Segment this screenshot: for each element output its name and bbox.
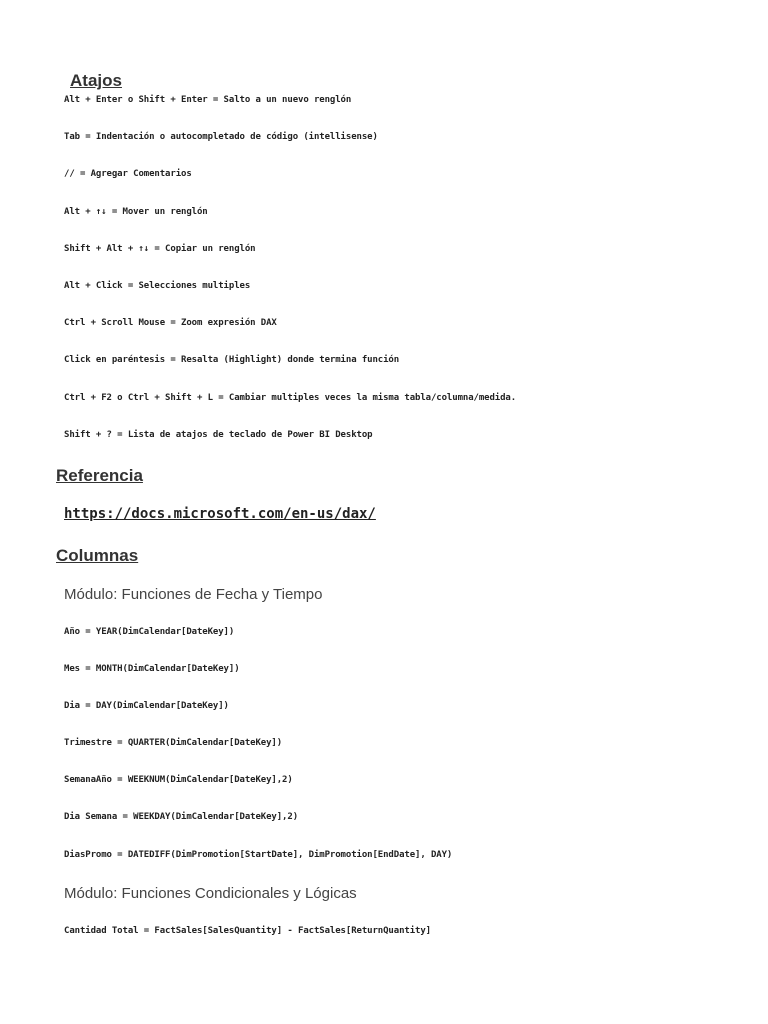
shortcut-line: Ctrl + Scroll Mouse = Zoom expresión DAX [64,318,277,328]
module-title: Módulo: Funciones de Fecha y Tiempo [64,586,323,603]
formula-line: DiasPromo = DATEDIFF(DimPromotion[StartDate], DimPromotion[EndDate], DAY) [64,850,453,860]
shortcut-line: Shift + ? = Lista de atajos de teclado de Power BI Desktop [64,430,373,440]
section-heading-referencia: Referencia [56,466,143,485]
reference-link[interactable]: https://docs.microsoft.com/en-us/dax/ [64,506,376,522]
shortcut-line: Tab = Indentación o autocompletado de código (intellisense) [64,132,378,142]
section-heading-atajos: Atajos [70,71,122,90]
formula-line: Dia = DAY(DimCalendar[DateKey]) [64,701,229,711]
shortcut-line: Click en paréntesis = Resalta (Highlight) donde termina función [64,355,400,365]
shortcut-line: // = Agregar Comentarios [64,169,192,179]
shortcut-line: Alt + ↑↓ = Mover un renglón [64,207,208,217]
formula-line: Mes = MONTH(DimCalendar[DateKey]) [64,664,240,674]
shortcut-line: Alt + Click = Selecciones multiples [64,281,251,291]
formula-line: Cantidad Total = FactSales[SalesQuantity] - FactSales[ReturnQuantity] [64,926,431,936]
shortcut-line: Ctrl + F2 o Ctrl + Shift + L = Cambiar multiples veces la misma tabla/columna/medida. [64,393,517,403]
module-title: Módulo: Funciones Condicionales y Lógicas [64,885,357,902]
formula-line: Trimestre = QUARTER(DimCalendar[DateKey]) [64,738,283,748]
section-heading-columnas: Columnas [56,546,139,565]
formula-line: Año = YEAR(DimCalendar[DateKey]) [64,627,235,637]
shortcut-line: Shift + Alt + ↑↓ = Copiar un renglón [64,244,256,254]
formula-line: Dia Semana = WEEKDAY(DimCalendar[DateKey],2) [64,812,299,822]
formula-line: SemanaAño = WEEKNUM(DimCalendar[DateKey],2) [64,775,293,785]
shortcut-line: Alt + Enter o Shift + Enter = Salto a un nuevo renglón [64,95,352,105]
